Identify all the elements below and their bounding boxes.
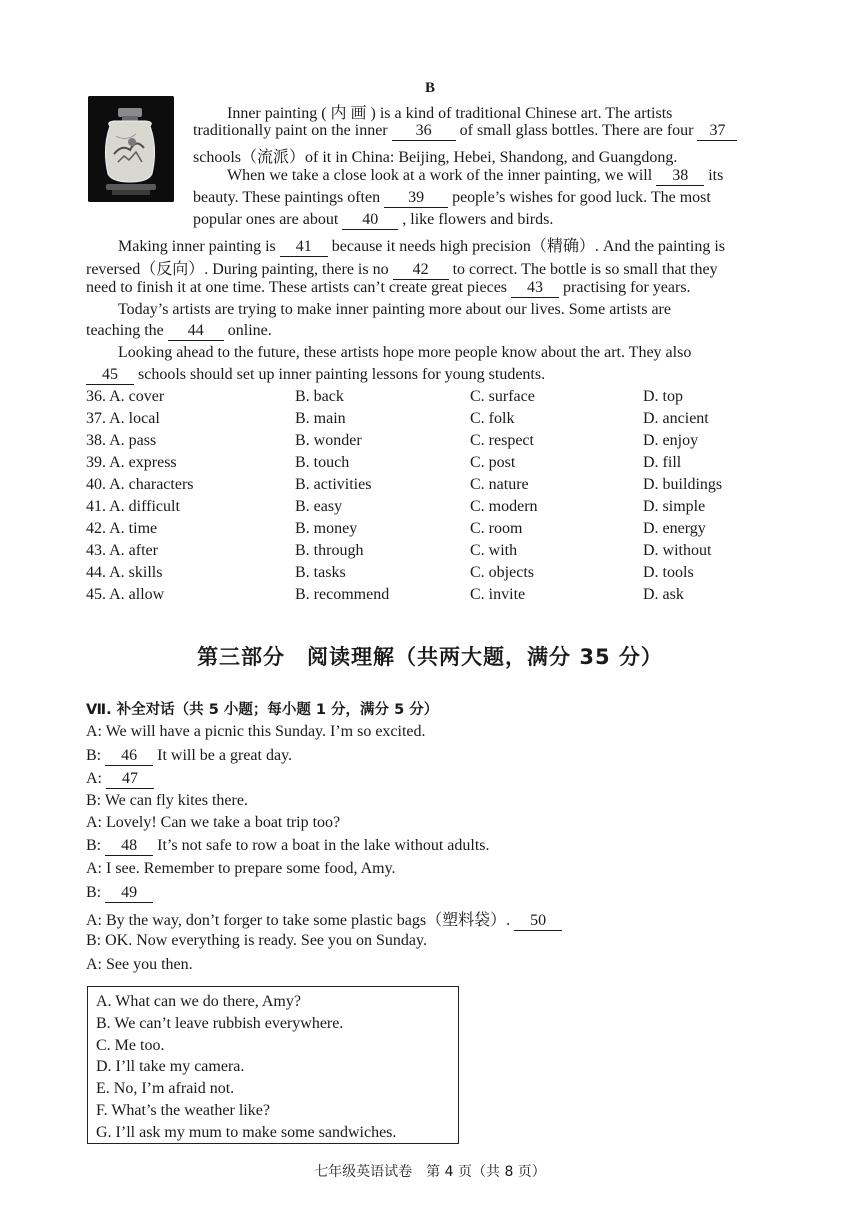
option-d: D. buildings [643, 476, 723, 493]
choice-item: C. Me too. [96, 1036, 165, 1054]
option-row-42 [86, 518, 786, 540]
passage-line-7 [118, 233, 725, 257]
choice-item: A. What can we do there, Amy? [96, 993, 301, 1010]
dialogue-line [86, 770, 154, 789]
option-a: 41. A. difficult [86, 498, 180, 515]
option-a: 40. A. characters [86, 476, 194, 493]
passage-text: Making inner painting is [118, 238, 276, 255]
blank-36: 36 [392, 123, 456, 141]
passage-text: reversed（反向）. During painting, there is no [86, 261, 389, 278]
option-row-44 [86, 562, 786, 584]
option-row-36 [86, 386, 786, 408]
option-b: B. wonder [295, 432, 362, 449]
blank-39: 39 [384, 190, 448, 208]
speaker: B: [86, 837, 102, 854]
option-row-37 [86, 408, 786, 430]
choice-item: E. No, I’m afraid not. [96, 1080, 235, 1098]
passage-line-5 [193, 189, 711, 208]
blank-49: 49 [105, 885, 153, 903]
part-three-title: 第三部分 阅读理解（共两大题，满分 35 分） [197, 645, 663, 669]
dialogue-text: A: By the way, don’t forger to take some plastic bags（塑料袋）. [86, 912, 511, 929]
passage-text: people’s wishes for good luck. The most [452, 189, 711, 206]
dialogue-line: A: We will have a picnic this Sunday. I’m so excited. [86, 723, 426, 740]
option-c: C. with [470, 542, 518, 559]
option-a: 43. A. after [86, 542, 158, 559]
option-d: D. enjoy [643, 432, 699, 449]
task-seven-title: Ⅶ. 补全对话（共 5 小题；每小题 1 分，满分 5 分） [86, 702, 439, 718]
passage-text: its [708, 167, 724, 184]
option-c: C. respect [470, 432, 534, 449]
passage-text: teaching the [86, 322, 164, 339]
passage-line-11 [86, 322, 272, 341]
option-d: D. without [643, 542, 712, 559]
option-c: C. nature [470, 476, 529, 493]
speaker: B: [86, 884, 102, 901]
option-a: 45. A. allow [86, 586, 165, 603]
blank-37: 37 [697, 123, 737, 141]
dialogue-text: It’s not safe to row a boat in the lake without adults. [157, 837, 490, 854]
section-label: B [424, 80, 435, 96]
dialogue-line: B: We can fly kites there. [86, 792, 248, 809]
passage-text: to correct. The bottle is so small that they [452, 261, 718, 278]
passage-text: of small glass bottles. There are four [459, 122, 694, 139]
passage-line-1: Inner painting ( 内 画 ) is a kind of traditional Chinese art. The artists [227, 105, 673, 122]
speaker: A: [86, 770, 102, 787]
blank-48: 48 [105, 838, 153, 856]
option-c: C. modern [470, 498, 538, 515]
blank-42: 42 [393, 262, 449, 280]
option-b: B. touch [295, 454, 350, 471]
passage-text: schools should set up inner painting lessons for young students. [138, 366, 546, 383]
dialogue-line [86, 837, 490, 856]
option-b: B. main [295, 410, 346, 427]
passage-text: beauty. These paintings often [193, 189, 381, 206]
option-a: 44. A. skills [86, 564, 163, 581]
option-c: C. invite [470, 586, 526, 603]
option-c: C. folk [470, 410, 515, 427]
blank-38: 38 [656, 168, 704, 186]
choice-item: G. I’ll ask my mum to make some sandwiches. [96, 1123, 397, 1141]
option-row-40 [86, 474, 786, 496]
dialogue-line [86, 747, 292, 766]
passage-line-12: Looking ahead to the future, these artists hope more people know about the art. They also [118, 344, 692, 361]
blank-40: 40 [342, 212, 398, 230]
option-a: 37. A. local [86, 410, 160, 427]
option-row-45 [86, 584, 786, 606]
dialogue-line: B: OK. Now everything is ready. See you on Sunday. [86, 932, 427, 949]
page-footer: 七年级英语试卷 第 4 页（共 8 页） [314, 1164, 546, 1180]
option-c: C. room [470, 520, 523, 537]
options-list [86, 386, 786, 606]
passage-text: traditionally paint on the inner [193, 122, 388, 139]
blank-46: 46 [105, 748, 153, 766]
option-b: B. money [295, 520, 358, 537]
inner-painting-bottle-image [88, 96, 174, 202]
choices-box [87, 986, 459, 1144]
option-d: D. ancient [643, 410, 709, 427]
passage-text: popular ones are about [193, 211, 339, 228]
choice-item: D. I’ll take my camera. [96, 1058, 245, 1076]
passage-text: need to finish it at one time. These artists can’t create great pieces [86, 279, 508, 296]
option-row-39 [86, 452, 786, 474]
option-b: B. easy [295, 498, 343, 515]
passage-text: practising for years. [563, 279, 691, 296]
option-d: D. energy [643, 520, 706, 537]
blank-50: 50 [514, 913, 562, 931]
dialogue-line [86, 884, 153, 903]
passage-line-3: schools（流派）of it in China: Beijing, Hebei, Shandong, and Guangdong. [193, 149, 678, 166]
option-b: B. through [295, 542, 364, 559]
dialogue-line: A: Lovely! Can we take a boat trip too? [86, 814, 341, 831]
passage-text: When we take a close look at a work of the inner painting, we will [227, 167, 653, 184]
option-d: D. top [643, 388, 683, 405]
option-c: C. objects [470, 564, 534, 581]
passage-line-8 [86, 256, 718, 280]
choice-item: B. We can’t leave rubbish everywhere. [96, 1014, 344, 1032]
blank-45: 45 [86, 367, 134, 385]
option-b: B. back [295, 388, 344, 405]
blank-47: 47 [106, 771, 154, 789]
option-c: C. post [470, 454, 516, 471]
option-d: D. ask [643, 586, 684, 603]
option-d: D. simple [643, 498, 706, 515]
passage-text: because it needs high precision（精确）. And the painting is [331, 238, 726, 255]
passage-line-9 [86, 279, 691, 298]
option-b: B. recommend [295, 586, 390, 603]
dialogue-line: A: I see. Remember to prepare some food, Amy. [86, 860, 396, 877]
passage-line-10: Today’s artists are trying to make inner painting more about our lives. Some artists are [118, 301, 671, 318]
option-d: D. fill [643, 454, 682, 471]
option-b: B. tasks [295, 564, 346, 581]
passage-text: , like flowers and birds. [402, 211, 554, 228]
option-c: C. surface [470, 388, 535, 405]
choice-item: F. What’s the weather like? [96, 1101, 270, 1119]
option-a: 38. A. pass [86, 432, 157, 449]
option-a: 36. A. cover [86, 388, 165, 405]
blank-44: 44 [168, 323, 224, 341]
dialogue-line [86, 907, 562, 931]
passage-line-4 [227, 167, 723, 186]
blank-43: 43 [511, 280, 559, 298]
dialogue-text: It will be a great day. [157, 747, 293, 764]
option-a: 39. A. express [86, 454, 177, 471]
passage-text: online. [227, 322, 272, 339]
option-b: B. activities [295, 476, 372, 493]
passage-line-6 [193, 211, 553, 230]
option-a: 42. A. time [86, 520, 158, 537]
option-row-38 [86, 430, 786, 452]
passage-line-2 [193, 122, 737, 141]
dialogue-line: A: See you then. [86, 956, 193, 973]
option-row-43 [86, 540, 786, 562]
speaker: B: [86, 747, 102, 764]
passage-line-13 [86, 366, 545, 385]
blank-41: 41 [280, 239, 328, 257]
option-row-41 [86, 496, 786, 518]
option-d: D. tools [643, 564, 694, 581]
